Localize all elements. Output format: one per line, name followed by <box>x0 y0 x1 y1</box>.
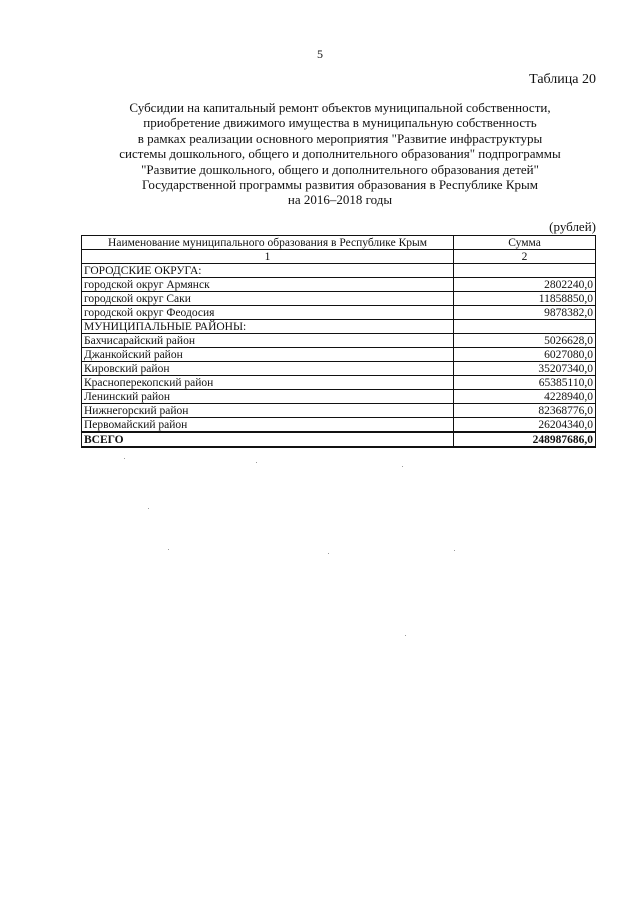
row-name-cell: Нижнегорский район <box>82 404 454 418</box>
row-sum-cell: 82368776,0 <box>454 404 596 418</box>
row-name-cell: Красноперекопский район <box>82 376 454 390</box>
row-name-cell: городской округ Армянск <box>82 278 454 292</box>
row-sum-cell <box>454 320 596 334</box>
page-number: 5 <box>317 47 323 61</box>
header-name-cell: Наименование муниципального образования в Республике Крым <box>82 236 454 250</box>
table-row <box>82 376 596 390</box>
row-name-cell: Кировский район <box>82 362 454 376</box>
total-sum-cell: 248987686,0 <box>454 432 596 447</box>
title-line: на 2016–2018 годы <box>287 192 393 208</box>
table-row <box>82 418 596 433</box>
units-label: (рублей) <box>549 219 596 234</box>
table-row <box>82 264 596 278</box>
total-row <box>82 432 596 447</box>
row-sum-cell: 35207340,0 <box>454 362 596 376</box>
table-row <box>82 404 596 418</box>
table-row <box>82 348 596 362</box>
row-name-cell: ГОРОДСКИЕ ОКРУГА: <box>82 264 454 278</box>
row-sum-cell: 11858850,0 <box>454 292 596 306</box>
row-sum-cell: 65385110,0 <box>454 376 596 390</box>
row-name-cell: городской округ Феодосия <box>82 306 454 320</box>
row-sum-cell: 26204340,0 <box>454 418 596 433</box>
title-line: Субсидии на капитальный ремонт объектов муниципальной собственности, <box>129 100 551 115</box>
table-number: Таблица 20 <box>529 72 596 87</box>
table-row <box>82 278 596 292</box>
header-sum-cell: Сумма <box>454 236 596 250</box>
row-sum-cell <box>454 264 596 278</box>
title-line: Государственной программы развития образования в Республике Крым <box>142 177 538 193</box>
table-row <box>82 320 596 334</box>
row-sum-cell: 9878382,0 <box>454 306 596 320</box>
row-sum-cell: 5026628,0 <box>454 334 596 348</box>
row-name-cell: Бахчисарайский район <box>82 334 454 348</box>
table-row <box>82 390 596 404</box>
table-row <box>82 306 596 320</box>
column-number-row <box>82 250 596 264</box>
column-number-cell: 1 <box>82 250 454 264</box>
row-name-cell: Первомайский район <box>82 418 454 433</box>
document-title <box>60 100 620 208</box>
title-line: системы дошкольного, общего и дополнительного образования" подпрограммы <box>119 146 561 162</box>
total-label-cell: ВСЕГО <box>82 432 454 447</box>
table-row <box>82 334 596 348</box>
row-name-cell: Джанкойский район <box>82 348 454 362</box>
title-line: приобретение движимого имущества в муниципальную собственность <box>143 115 537 131</box>
table-row <box>82 292 596 306</box>
row-name-cell: Ленинский район <box>82 390 454 404</box>
row-sum-cell: 4228940,0 <box>454 390 596 404</box>
column-number-cell: 2 <box>454 250 596 264</box>
row-sum-cell: 6027080,0 <box>454 348 596 362</box>
row-name-cell: МУНИЦИПАЛЬНЫЕ РАЙОНЫ: <box>82 320 454 334</box>
subsidies-table <box>81 235 596 448</box>
title-line: в рамках реализации основного мероприятия "Развитие инфраструктуры <box>137 130 543 146</box>
row-sum-cell: 2802240,0 <box>454 278 596 292</box>
title-line: "Развитие дошкольного, общего и дополнительного образования детей" <box>141 161 539 177</box>
table-row <box>82 362 596 376</box>
row-name-cell: городской округ Саки <box>82 292 454 306</box>
table-header-row <box>82 236 596 250</box>
